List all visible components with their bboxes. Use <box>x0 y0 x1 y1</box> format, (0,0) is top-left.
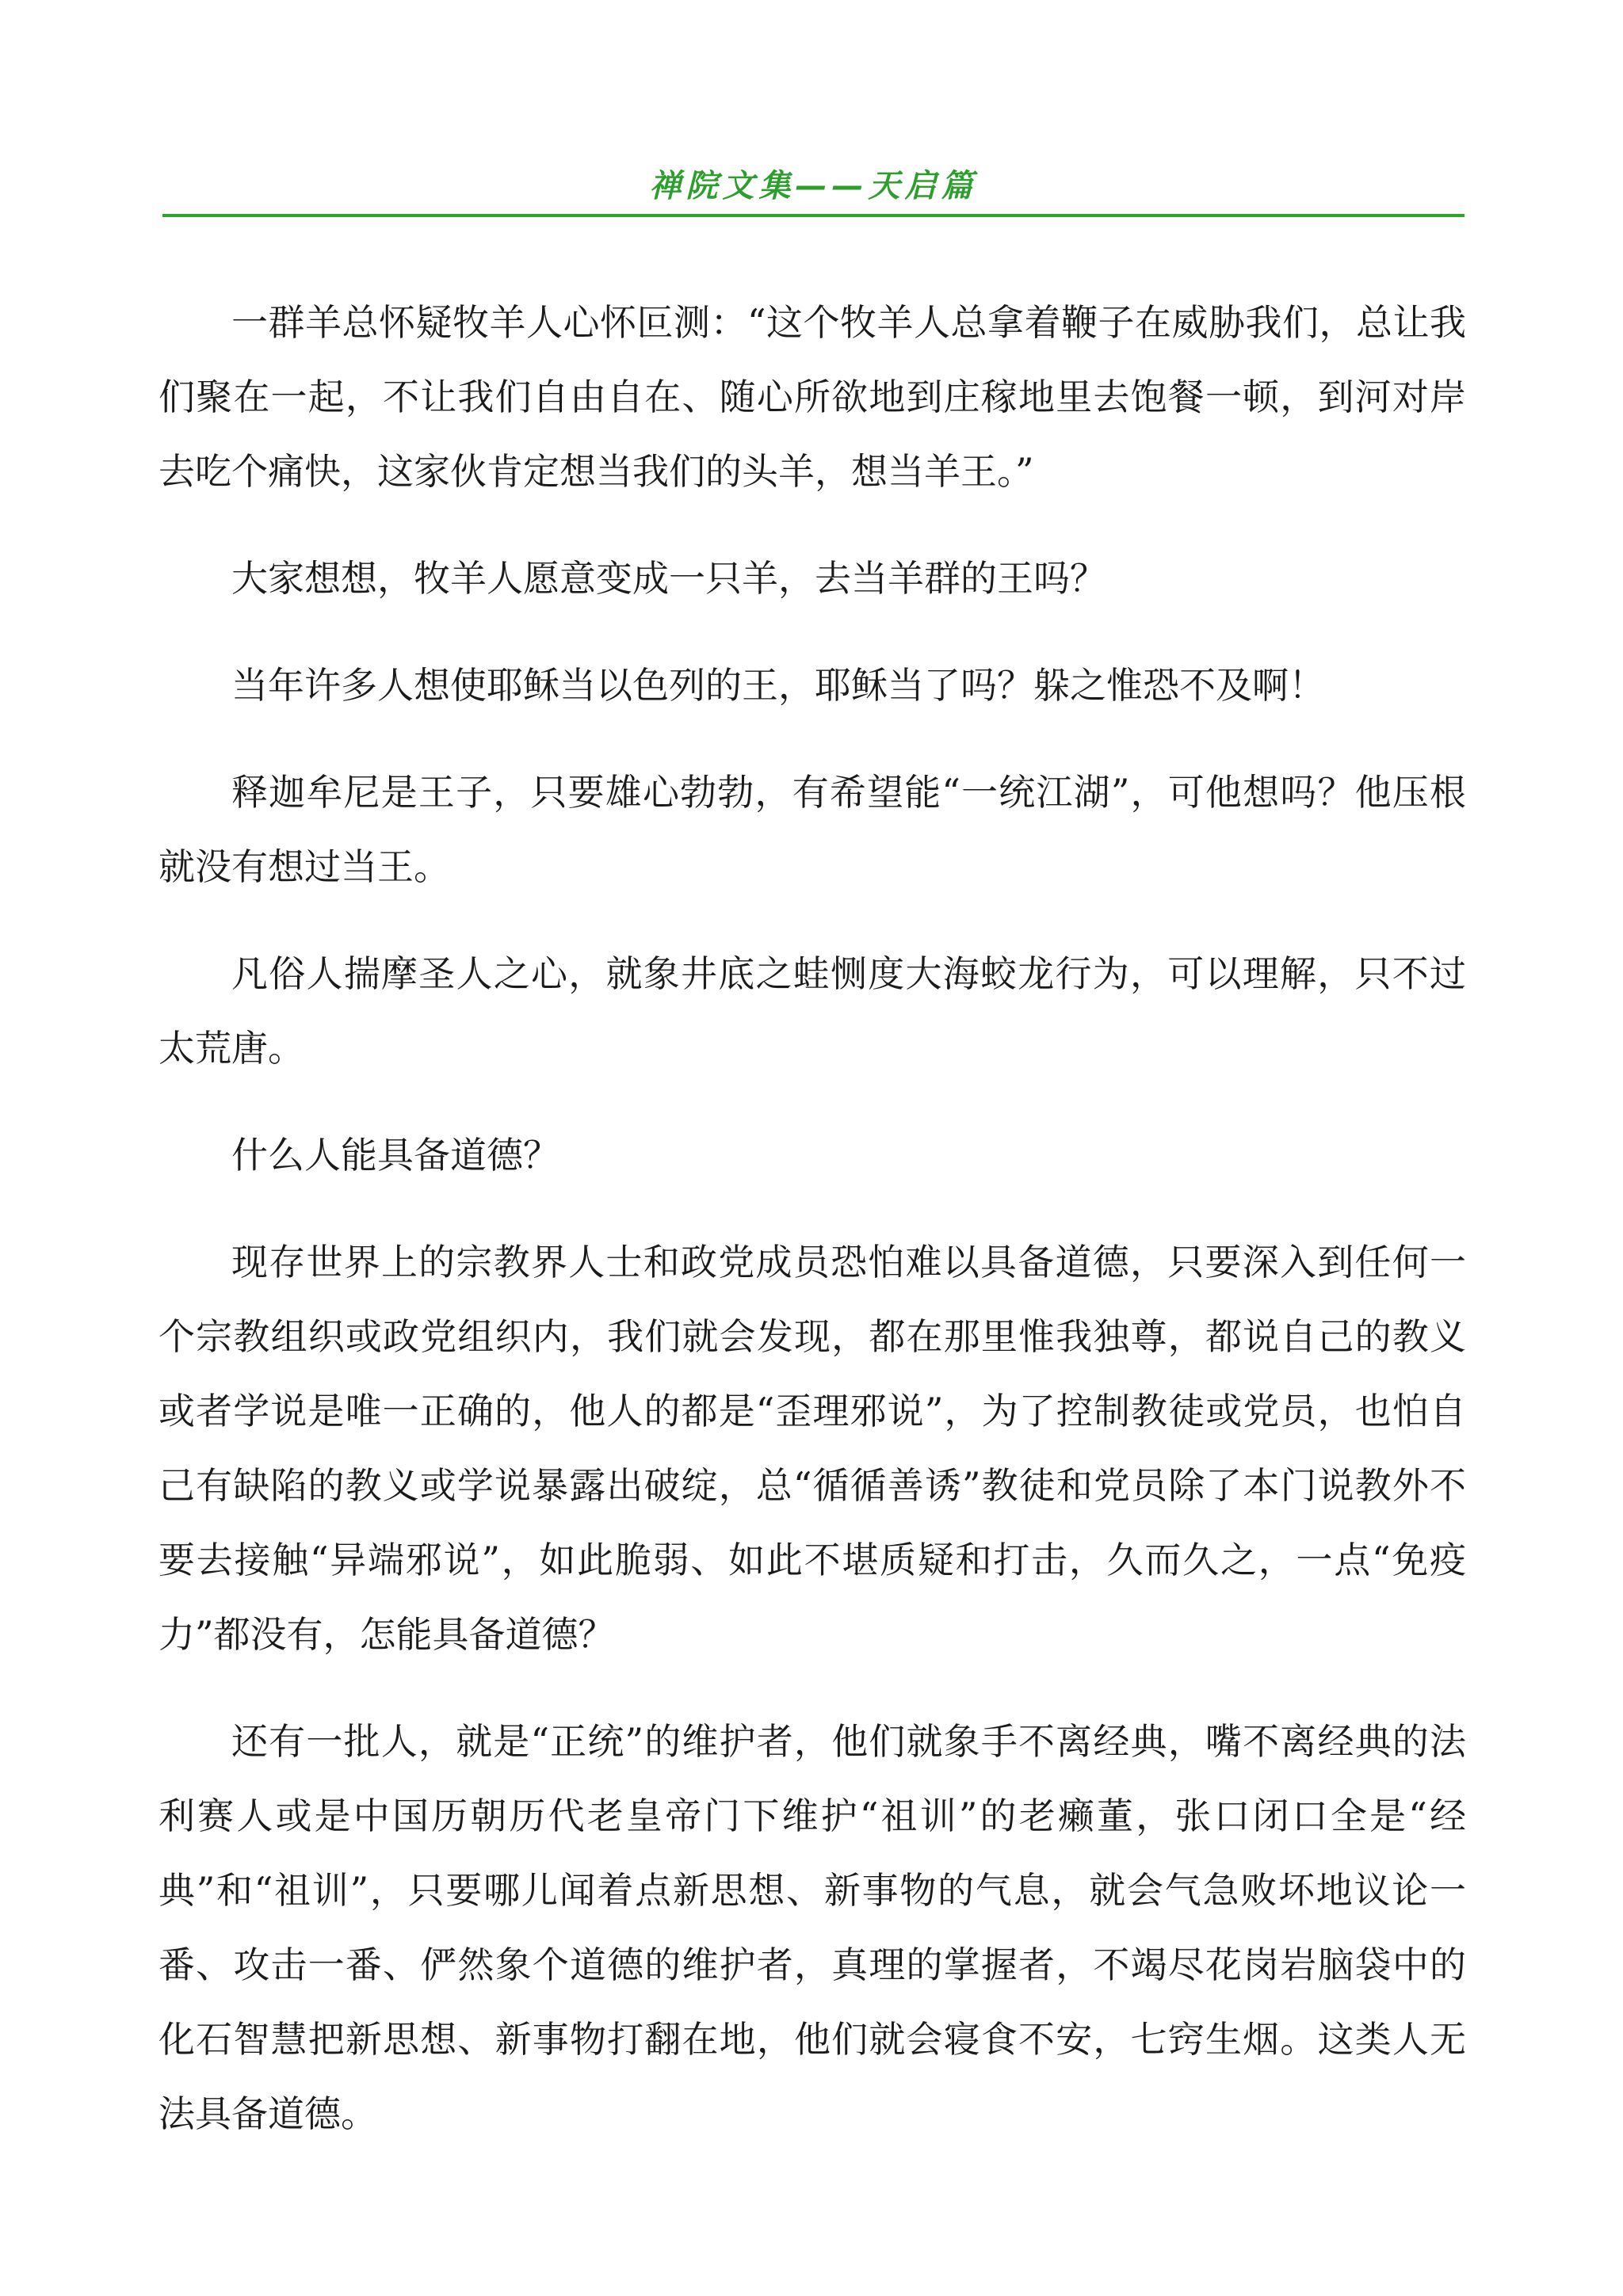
paragraph: 还有一批人，就是“正统”的维护者，他们就象手不离经典，嘴不离经典的法利赛人或是中国历朝历代老皇帝门下维护“祖训”的老癞董，张口闭口全是“经典”和“祖训”，只要哪儿闻着点新思想、新事物的气息，就会气急败坏地议论一番、攻击一番、俨然象个道德的维护者，真理的掌握者，不竭尽花岗岩脑袋中的化石智慧把新思想、新事物打翻在地，他们就会寝食不安，七窍生烟。这类人无法具备道德。 <box>158 1720 1466 2135</box>
paragraph: 一群羊总怀疑牧羊人心怀叵测：“这个牧羊人总拿着鞭子在威胁我们，总让我们聚在一起，不让我们自由自在、随心所欲地到庄稼地里去饱餐一顿，到河对岸去吃个痛快，这家伙肯定想当我们的头羊，想当羊王。” <box>158 301 1466 493</box>
paragraph: 现存世界上的宗教界人士和政党成员恐怕难以具备道德，只要深入到任何一个宗教组织或政党组织内，我们就会发现，都在那里惟我独尊，都说自己的教义或者学说是唯一正确的，他人的都是“歪理邪说”，为了控制教徒或党员，也怕自己有缺陷的教义或学说暴露出破绽，总“循循善诱”教徒和党员除了本门说教外不要去接触“异端邪说”，如此脆弱、如此不堪质疑和打击，久而久之，一点“免疫力”都没有，怎能具备道德？ <box>158 1241 1466 1656</box>
paragraph: 大家想想，牧羊人愿意变成一只羊，去当羊群的王吗？ <box>231 557 1106 600</box>
paragraph: 释迦牟尼是王子，只要雄心勃勃，有希望能“一统江湖”，可他想吗？他压根就没有想过当王。 <box>158 771 1466 888</box>
header-title: 禅院文集——天启篇 <box>649 168 978 204</box>
paragraph: 什么人能具备道德？ <box>231 1134 559 1177</box>
document-body <box>158 285 1466 2183</box>
paragraph: 凡俗人揣摩圣人之心，就象井底之蛙恻度大海蛟龙行为，可以理解，只不过太荒唐。 <box>158 952 1466 1070</box>
paragraph: 当年许多人想使耶稣当以色列的王，耶稣当了吗？躲之惟恐不及啊！ <box>231 664 1325 707</box>
page-header <box>162 158 1465 217</box>
